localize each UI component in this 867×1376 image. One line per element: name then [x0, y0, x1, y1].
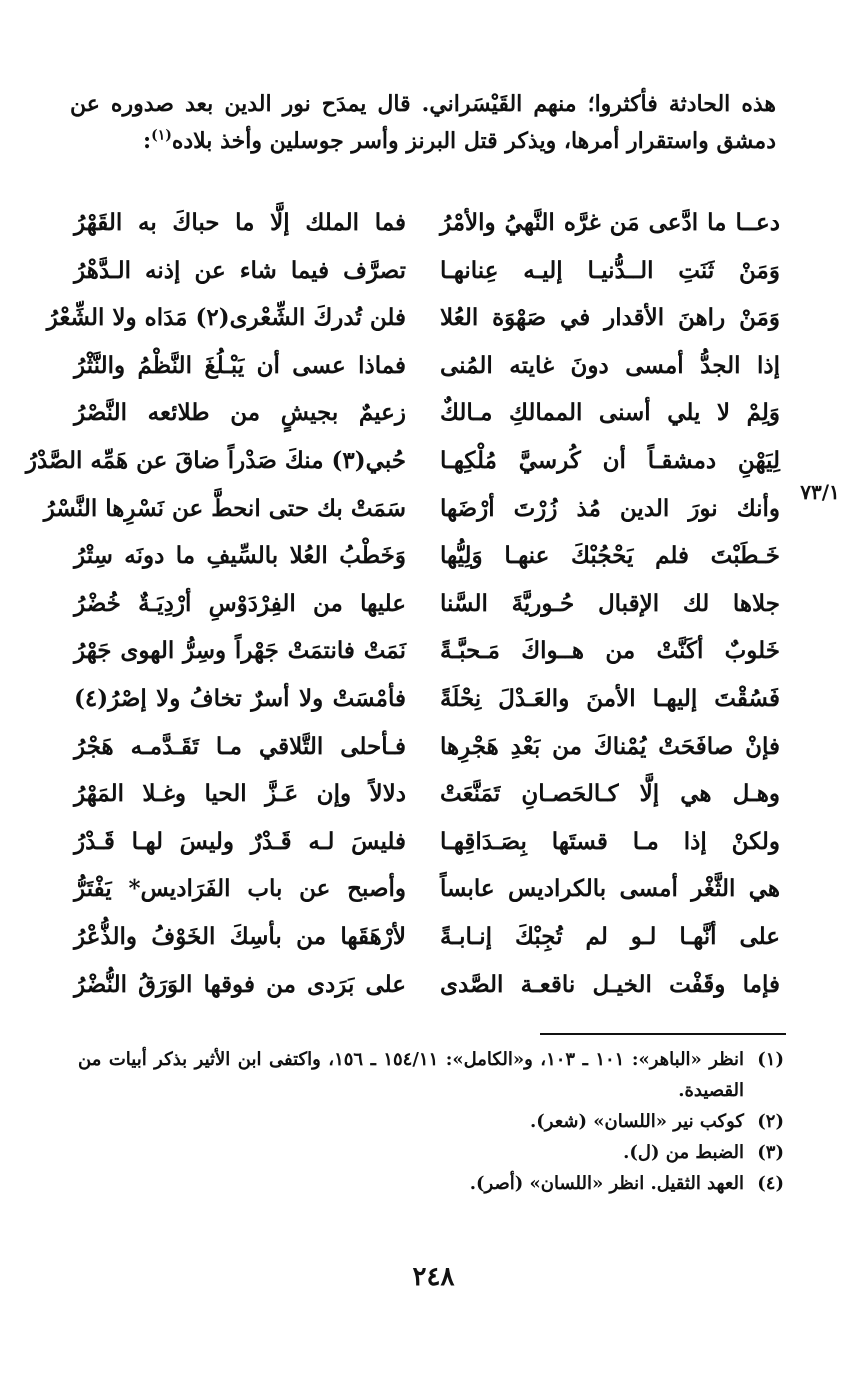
verse-line: [0, 438, 867, 484]
verse-first-hemistich: دعــا ما ادَّعى مَن غرَّه النَّهيُ والأمْرُ: [440, 209, 780, 236]
verse-second-hemistich: نَمَتْ فانتمَتْ جَهْراً وسِرُّ الهوى جَهْرُ: [74, 637, 406, 665]
verse-line: [0, 390, 867, 436]
verse-line: [0, 295, 867, 341]
verse-second-hemistich: عليها من الفِرْدَوْسِ أرْدِيَـةٌ خُضْرُ: [74, 589, 406, 617]
verse-line: [0, 248, 867, 294]
footnote-item: [78, 1137, 784, 1168]
verse-second-hemistich: زعيمٌ بجيشٍ من طلائعه النَّصْرُ: [74, 399, 406, 427]
verse-line: [0, 628, 867, 674]
verse-first-hemistich: وَلِمْ لا يلي أسنى الممالكِ مـالكٌ: [440, 399, 780, 427]
verse-second-hemistich: فـأحلى التَّلاقي مـا تَقَـدَّمـه هَجْرُ: [74, 732, 406, 760]
verse-second-hemistich: سَمَتْ بك حتى انحطَّ عن نَسْرِها النَّسْرُ: [43, 494, 406, 522]
verse-second-hemistich: لأرْهَقَها من بأسِكَ الخَوْفُ والذُّعْرُ: [74, 923, 406, 950]
verse-second-hemistich: فما الملك إلَّا ما حباكَ به القَهْرُ: [74, 209, 406, 236]
intro-text: هذه الحادثة فأكثروا؛ منهم القَيْسَراني. قال يمدَح نور الدين بعد صدوره عن دمشق واستقرار أمرها، ويذكر قتل البرنز وأسر جوسلين وأخذ بلاده: [70, 91, 776, 154]
verse-second-hemistich: على بَرَدى من فوقها الوَرَقُ النُّضْرُ: [74, 970, 406, 998]
verse-first-hemistich: لِيَهْنِ دمشقـاً أن كُرسيَّ مُلْكِهـا: [440, 447, 780, 474]
footnote-number: (١): [757, 1049, 784, 1070]
verse-first-hemistich: هي الثَّغْر أمسى بالكراديس عابساً: [440, 875, 780, 903]
page-number: ٢٤٨: [412, 1262, 455, 1292]
verse-second-hemistich: وأصبح عن باب الفَرَاديس* يَفْتَرُّ: [74, 875, 406, 903]
verse-first-hemistich: وهـل هي إلَّا كـالحَصـانِ تَمَنَّعَتْ: [440, 780, 780, 808]
footnote-number: (٤): [757, 1173, 784, 1194]
verse-line: [0, 676, 867, 722]
verse-first-hemistich: وَمَنْ ثَنَتِ الــدُّنيـا إليـه عِنانهـا: [440, 256, 780, 284]
verse-line: [0, 819, 867, 865]
footnote-text: الضبط من (ل).: [623, 1142, 744, 1163]
footnotes: [78, 1044, 784, 1199]
verse-line: [0, 533, 867, 579]
verse-first-hemistich: وأنك نورَ الدين مُذ زُرْتَ أرْضَها: [440, 494, 780, 522]
verse-first-hemistich: خَـطَبْتَ فلم يَحْجُبْكَ عنهـا وَلِيُّها: [440, 542, 780, 570]
verse-line: [0, 486, 867, 532]
verse-first-hemistich: إذا الجدُّ أمسى دونَ غايته المُنى: [440, 351, 780, 379]
verse-second-hemistich: وَخَطْبُ العُلا بالسِّيفِ ما دونَه سِتْرُ: [74, 542, 406, 570]
verse-first-hemistich: فإما وقَفْت الخيـل ناقعـة الصَّدى: [440, 970, 780, 998]
verse-first-hemistich: فَسُقْتَ إليهـا الأمنَ والعَـدْلَ نِحْلَةً: [440, 685, 780, 712]
margin-page-reference: ٧٣/١: [800, 480, 840, 504]
footnote-text: كوكب نير «اللسان» (شعر).: [530, 1111, 744, 1132]
verse-first-hemistich: وَمَنْ راهنَ الأقدار في صَهْوَة العُلا: [440, 304, 780, 332]
verse-line: [0, 581, 867, 627]
intro-paragraph: [70, 86, 776, 160]
verse-line: [0, 866, 867, 912]
verse-first-hemistich: ولكنْ إذا مـا قستَها بِصَـدَاقِهـا: [440, 827, 780, 855]
verse-first-hemistich: على أنَّهـا لـو لم تُجِبْكَ إنـابـةً: [440, 923, 780, 950]
verse-second-hemistich: فليسَ لـه قَـدْرٌ وليسَ لهـا قَـدْرُ: [74, 827, 406, 855]
intro-tail: :: [142, 128, 152, 154]
verse-second-hemistich: فماذا عسى أن يَبْـلُغَ النَّظْمُ والنَّثْرُ: [74, 351, 406, 379]
verse-line: [0, 200, 867, 246]
verse-line: [0, 962, 867, 1008]
verse-first-hemistich: فإنْ صافَحَتْ يُمْناكَ من بَعْدِ هَجْرِها: [440, 732, 780, 760]
footnote-number: (٣): [757, 1142, 784, 1163]
footnote-number: (٢): [757, 1111, 784, 1132]
footnote-text: العهد الثقيل. انظر «اللسان» (أصر).: [469, 1173, 744, 1194]
verse-second-hemistich: فلن تُدركَ الشِّعْرى(٢) مَدَاه ولا الشِّعْرُ: [46, 304, 406, 332]
verse-second-hemistich: تصرَّف فيما شاء عن إذنه الـدَّهْرُ: [74, 256, 406, 284]
verse-second-hemistich: دلالاً وإن عَـزَّ الحيا وغـلا المَهْرُ: [74, 780, 406, 808]
verse-first-hemistich: جلاها لك الإقبال حُـوريَّةَ السَّنا: [440, 589, 780, 617]
verse-line: [0, 771, 867, 817]
verse-second-hemistich: فأمْسَتْ ولا أسرٌ تخافُ ولا إصْرُ(٤): [74, 685, 406, 712]
verse-second-hemistich: حُبي(٣) منكَ صَدْراً ضاقَ عن هَمِّه الصَّدْرُ: [25, 447, 406, 474]
verse-line: [0, 724, 867, 770]
footnote-item: [78, 1044, 784, 1106]
verse-line: [0, 914, 867, 960]
footnote-item: [78, 1168, 784, 1199]
verse-first-hemistich: خَلوبٌ أكَنَّتْ من هــواكَ مَـحبَّـةً: [440, 637, 780, 665]
footnote-item: [78, 1106, 784, 1137]
footnote-ref-1: (١): [151, 127, 172, 144]
verse-line: [0, 343, 867, 389]
footnote-text: انظر «الباهر»: ١٠١ ـ ١٠٣، و«الكامل»: ١٥٤/١١ ـ ١٥٦، واكتفى ابن الأثير بذكر أبيات من القصيدة.: [78, 1049, 744, 1101]
footnote-divider: [540, 1033, 786, 1035]
